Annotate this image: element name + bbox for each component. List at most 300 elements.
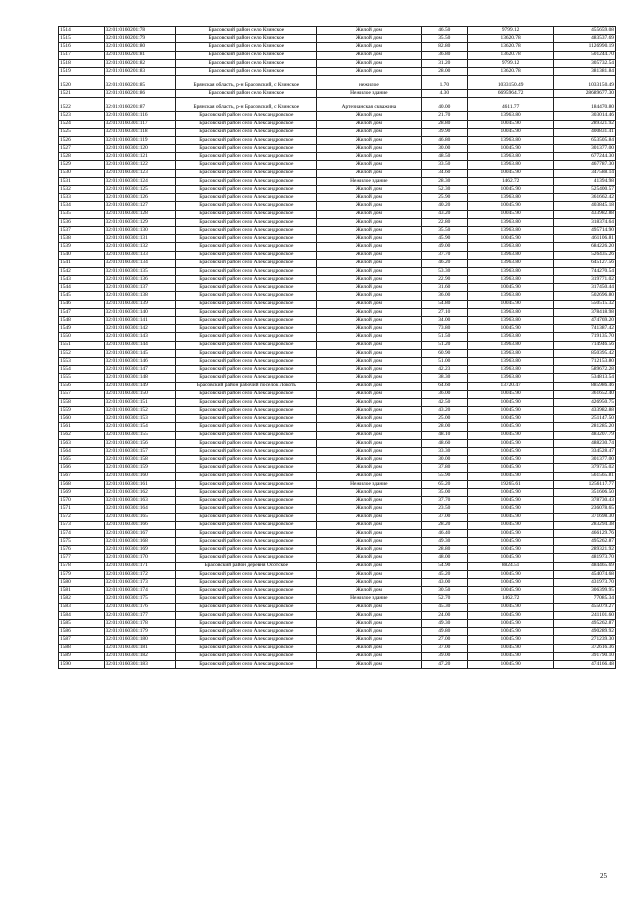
object-type-cell: Жилой дом xyxy=(317,67,421,75)
cadastral-value-cell: 361652.40 xyxy=(554,390,616,398)
row-number-cell: 1527 xyxy=(59,145,105,153)
area-cell: 25.00 xyxy=(421,415,468,423)
area-cell: 27.10 xyxy=(421,308,468,316)
cadastral-value-cell: 467787.30 xyxy=(554,161,616,169)
rate-cell: 13963.80 xyxy=(468,357,554,365)
address-cell: Брасовский район село Александровское xyxy=(176,464,317,472)
object-type-cell: Жилой дом xyxy=(317,59,421,67)
table-row xyxy=(59,317,616,325)
object-type-cell: Жилой дом xyxy=(317,538,421,546)
address-cell: Брасовский район село Александровское xyxy=(176,235,317,243)
row-number-cell: 1558 xyxy=(59,398,105,406)
table-row xyxy=(59,308,616,316)
page-number: 25 xyxy=(600,872,607,880)
cadastral-value-cell: 484465.69 xyxy=(554,562,616,570)
address-cell: Брасовский район село Александровское xyxy=(176,145,317,153)
table-row xyxy=(59,628,616,636)
address-cell: Брасовский район село Александровское xyxy=(176,644,317,652)
area-cell: 43.00 xyxy=(421,579,468,587)
object-type-cell: Жилой дом xyxy=(317,341,421,349)
object-type-cell: Жилой дом xyxy=(317,562,421,570)
area-cell: 37.00 xyxy=(421,513,468,521)
cadastral-value-cell: 381381.84 xyxy=(554,67,616,75)
cadastral-number-cell: 32:01:0160301:137 xyxy=(104,284,176,292)
rate-cell: 10045.90 xyxy=(468,448,554,456)
address-cell: Брасовский район село Александровское xyxy=(176,341,317,349)
rate-cell: 10045.90 xyxy=(468,619,554,627)
area-cell: 40.00 xyxy=(421,98,468,112)
object-type-cell: Жилой дом xyxy=(317,51,421,59)
row-number-cell: 1557 xyxy=(59,390,105,398)
address-cell: Брасовский район село Кзинское xyxy=(176,43,317,51)
cadastral-value-cell: 372616.36 xyxy=(554,644,616,652)
cadastral-number-cell: 32:01:0160301:180 xyxy=(104,636,176,644)
table-row xyxy=(59,43,616,51)
object-type-cell: Жилой дом xyxy=(317,357,421,365)
register-table-body xyxy=(59,27,616,669)
cadastral-number-cell: 32:01:0160301:132 xyxy=(104,243,176,251)
cadastral-value-cell: 455079.27 xyxy=(554,603,616,611)
object-type-cell: Жилой дом xyxy=(317,292,421,300)
cadastral-value-cell: 488230.74 xyxy=(554,439,616,447)
row-number-cell: 1534 xyxy=(59,202,105,210)
rate-cell: 10045.90 xyxy=(468,398,554,406)
cadastral-value-cell: 361662.42 xyxy=(554,194,616,202)
row-number-cell: 1519 xyxy=(59,67,105,75)
address-cell: Брасовский район село Александровское xyxy=(176,415,317,423)
address-cell: Брасовский район село Александровское xyxy=(176,398,317,406)
address-cell: Брасовский район село Александровское xyxy=(176,611,317,619)
cadastral-value-cell: 502696.80 xyxy=(554,292,616,300)
address-cell: Брасовский район село Александровское xyxy=(176,513,317,521)
table-row xyxy=(59,210,616,218)
object-type-cell: Жилой дом xyxy=(317,161,421,169)
area-cell: 46.20 xyxy=(421,259,468,267)
cadastral-value-cell: 1256117.77 xyxy=(554,480,616,488)
table-row xyxy=(59,169,616,177)
row-number-cell: 1584 xyxy=(59,611,105,619)
address-cell: Брасовский район село Александровское xyxy=(176,570,317,578)
rate-cell: 13963.80 xyxy=(468,218,554,226)
object-type-cell: Жилой дом xyxy=(317,660,421,668)
cadastral-value-cell: 41394.98 xyxy=(554,177,616,185)
table-row xyxy=(59,464,616,472)
area-cell: 28.00 xyxy=(421,423,468,431)
cadastral-value-cell: 319771.02 xyxy=(554,276,616,284)
object-type-cell: Жилой дом xyxy=(317,398,421,406)
cadastral-value-cell: 371698.30 xyxy=(554,513,616,521)
cadastral-value-cell: 495714.90 xyxy=(554,226,616,234)
row-number-cell: 1586 xyxy=(59,628,105,636)
area-cell: 48.10 xyxy=(421,431,468,439)
cadastral-number-cell: 32:01:0160201:78 xyxy=(104,27,176,35)
row-number-cell: 1522 xyxy=(59,98,105,112)
address-cell: Брасовский район село Александровское xyxy=(176,136,317,144)
cadastral-value-cell: 741387.42 xyxy=(554,325,616,333)
rate-cell: 10045.90 xyxy=(468,300,554,308)
table-row xyxy=(59,186,616,194)
cadastral-value-cell: 281285.20 xyxy=(554,423,616,431)
rate-cell: 10045.90 xyxy=(468,488,554,496)
area-cell: 45.30 xyxy=(421,603,468,611)
row-number-cell: 1574 xyxy=(59,529,105,537)
cadastral-value-cell: 645127.56 xyxy=(554,259,616,267)
rate-cell: 13620.78 xyxy=(468,51,554,59)
row-number-cell: 1515 xyxy=(59,35,105,43)
table-row xyxy=(59,145,616,153)
cadastral-value-cell: 317450.44 xyxy=(554,284,616,292)
address-cell: Брасовский район село Александровское xyxy=(176,243,317,251)
row-number-cell: 1545 xyxy=(59,292,105,300)
cadastral-number-cell: 32:01:0160201:85 xyxy=(104,76,176,90)
cadastral-number-cell: 32:01:0160301:175 xyxy=(104,595,176,603)
rate-cell: 10045.90 xyxy=(468,145,554,153)
object-type-cell: Жилой дом xyxy=(317,218,421,226)
rate-cell: 10045.90 xyxy=(468,407,554,415)
cadastral-value-cell: 334528.47 xyxy=(554,448,616,456)
address-cell: Брасовский район рабочий поселок Локоть xyxy=(176,382,317,390)
row-number-cell: 1531 xyxy=(59,177,105,185)
table-row xyxy=(59,267,616,275)
area-cell: 42.23 xyxy=(421,366,468,374)
cadastral-number-cell: 32:01:0160301:159 xyxy=(104,464,176,472)
row-number-cell: 1578 xyxy=(59,562,105,570)
object-type-cell: Нежилое здание xyxy=(317,90,421,98)
address-cell: Брасовский район село Александровское xyxy=(176,554,317,562)
cadastral-value-cell: 1033150.49 xyxy=(554,76,616,90)
object-type-cell: Жилой дом xyxy=(317,521,421,529)
cadastral-value-cell: 303014.46 xyxy=(554,112,616,120)
cadastral-value-cell: 391790.10 xyxy=(554,652,616,660)
area-cell: 37.00 xyxy=(421,644,468,652)
rate-cell: 1462.72 xyxy=(468,177,554,185)
area-cell: 37.70 xyxy=(421,251,468,259)
rate-cell: 13963.80 xyxy=(468,226,554,234)
rate-cell: 10045.90 xyxy=(468,456,554,464)
address-cell: Брасовский район село Александровское xyxy=(176,317,317,325)
object-type-cell: нежилое xyxy=(317,76,421,90)
cadastral-value-cell: 490289.92 xyxy=(554,628,616,636)
rate-cell: 10045.90 xyxy=(468,472,554,480)
object-type-cell: Жилой дом xyxy=(317,259,421,267)
row-number-cell: 1589 xyxy=(59,652,105,660)
address-cell: Брасовский район село Кзинское xyxy=(176,67,317,75)
rate-cell: 10045.90 xyxy=(468,497,554,505)
area-cell: 49.30 xyxy=(421,538,468,546)
cadastral-number-cell: 32:01:0160301:143 xyxy=(104,333,176,341)
row-number-cell: 1533 xyxy=(59,194,105,202)
table-row xyxy=(59,456,616,464)
address-cell: Брасовский район село Александровское xyxy=(176,480,317,488)
rate-cell: 10045.90 xyxy=(468,521,554,529)
address-cell: Брасовский район село Александровское xyxy=(176,636,317,644)
object-type-cell: Жилой дом xyxy=(317,628,421,636)
cadastral-value-cell: 379735.02 xyxy=(554,464,616,472)
object-type-cell: Жилой дом xyxy=(317,374,421,382)
row-number-cell: 1582 xyxy=(59,595,105,603)
cadastral-number-cell: 32:01:0160201:87 xyxy=(104,98,176,112)
row-number-cell: 1567 xyxy=(59,472,105,480)
area-cell: 25.90 xyxy=(421,194,468,202)
row-number-cell: 1538 xyxy=(59,235,105,243)
row-number-cell: 1549 xyxy=(59,325,105,333)
address-cell: Брасовский район село Александровское xyxy=(176,202,317,210)
cadastral-number-cell: 32:01:0160201:83 xyxy=(104,67,176,75)
area-cell: 34.60 xyxy=(421,169,468,177)
area-cell: 49.00 xyxy=(421,243,468,251)
object-type-cell: Жилой дом xyxy=(317,464,421,472)
area-cell: 31.20 xyxy=(421,59,468,67)
row-number-cell: 1580 xyxy=(59,579,105,587)
rate-cell: 1033150.49 xyxy=(468,76,554,90)
table-row xyxy=(59,513,616,521)
object-type-cell: Жилой дом xyxy=(317,120,421,128)
object-type-cell: Жилой дом xyxy=(317,439,421,447)
cadastral-value-cell: 534813.54 xyxy=(554,374,616,382)
address-cell: Брасовский район село Александровское xyxy=(176,660,317,668)
cadastral-value-cell: 236078.65 xyxy=(554,505,616,513)
table-row xyxy=(59,300,616,308)
area-cell: 1.70 xyxy=(421,76,468,90)
cadastral-value-cell: 289321.92 xyxy=(554,120,616,128)
table-row xyxy=(59,202,616,210)
cadastral-number-cell: 32:01:0160301:171 xyxy=(104,562,176,570)
rate-cell: 9799.12 xyxy=(468,59,554,67)
table-row xyxy=(59,603,616,611)
address-cell: Брасовский район село Александровское xyxy=(176,619,317,627)
address-cell: Брасовский район село Александровское xyxy=(176,546,317,554)
rate-cell: 13963.80 xyxy=(468,317,554,325)
cadastral-value-cell: 653505.84 xyxy=(554,136,616,144)
cadastral-number-cell: 32:01:0160301:169 xyxy=(104,546,176,554)
object-type-cell: Жилой дом xyxy=(317,194,421,202)
area-cell: 30.50 xyxy=(421,587,468,595)
cadastral-value-cell: 525400.57 xyxy=(554,186,616,194)
address-cell: Брасовский район село Александровское xyxy=(176,538,317,546)
address-cell: Брасовский район село Александровское xyxy=(176,374,317,382)
row-number-cell: 1540 xyxy=(59,251,105,259)
address-cell: Брасовский район село Александровское xyxy=(176,267,317,275)
rate-cell: 10045.90 xyxy=(468,505,554,513)
rate-cell: 10045.90 xyxy=(468,546,554,554)
table-row xyxy=(59,644,616,652)
area-cell: 46.40 xyxy=(421,529,468,537)
object-type-cell: Жилой дом xyxy=(317,235,421,243)
table-row xyxy=(59,439,616,447)
cadastral-number-cell: 32:01:0160301:144 xyxy=(104,341,176,349)
table-row xyxy=(59,177,616,185)
cadastral-value-cell: 431973.70 xyxy=(554,579,616,587)
rate-cell: 13963.80 xyxy=(468,243,554,251)
table-row xyxy=(59,98,616,112)
area-cell: 49.30 xyxy=(421,619,468,627)
object-type-cell: Жилой дом xyxy=(317,333,421,341)
cadastral-value-cell: 77085.34 xyxy=(554,595,616,603)
address-cell: Брасовский район село Александровское xyxy=(176,595,317,603)
table-row xyxy=(59,357,616,365)
rate-cell: 10045.90 xyxy=(468,423,554,431)
table-row xyxy=(59,120,616,128)
row-number-cell: 1590 xyxy=(59,660,105,668)
address-cell: Брасовский район село Кзинское xyxy=(176,59,317,67)
address-cell: Брасовский район село Александровское xyxy=(176,456,317,464)
cadastral-number-cell: 32:01:0160301:173 xyxy=(104,579,176,587)
address-cell: Брасовский район село Александровское xyxy=(176,218,317,226)
cadastral-number-cell: 32:01:0160301:179 xyxy=(104,628,176,636)
cadastral-number-cell: 32:01:0160301:162 xyxy=(104,488,176,496)
area-cell: 31.60 xyxy=(421,284,468,292)
area-cell: 28.80 xyxy=(421,546,468,554)
table-row xyxy=(59,226,616,234)
cadastral-value-cell: 495262.87 xyxy=(554,538,616,546)
cadastral-value-cell: 483207.79 xyxy=(554,431,616,439)
area-cell: 28.30 xyxy=(421,177,468,185)
address-cell: Брасовский район село Александровское xyxy=(176,128,317,136)
object-type-cell: Жилой дом xyxy=(317,488,421,496)
row-number-cell: 1566 xyxy=(59,464,105,472)
row-number-cell: 1548 xyxy=(59,317,105,325)
area-cell: 34.00 xyxy=(421,317,468,325)
table-row xyxy=(59,218,616,226)
object-type-cell: Жилой дом xyxy=(317,456,421,464)
cadastral-value-cell: 495262.87 xyxy=(554,619,616,627)
cadastral-number-cell: 32:01:0160301:118 xyxy=(104,128,176,136)
table-row xyxy=(59,488,616,496)
address-cell: Брасовский район село Александровское xyxy=(176,488,317,496)
table-row xyxy=(59,570,616,578)
area-cell: 48.60 xyxy=(421,439,468,447)
table-row xyxy=(59,587,616,595)
cadastral-number-cell: 32:01:0160301:141 xyxy=(104,317,176,325)
cadastral-value-cell: 481973.70 xyxy=(554,554,616,562)
row-number-cell: 1573 xyxy=(59,521,105,529)
cadastral-number-cell: 32:01:0160301:166 xyxy=(104,521,176,529)
address-cell: Брасовский район село Александровское xyxy=(176,177,317,185)
object-type-cell: Нежилое здание xyxy=(317,177,421,185)
cadastral-value-cell: 474769.20 xyxy=(554,317,616,325)
rate-cell: 13720.47 xyxy=(468,382,554,390)
cadastral-number-cell: 32:01:0160301:129 xyxy=(104,218,176,226)
object-type-cell: Жилой дом xyxy=(317,390,421,398)
cadastral-number-cell: 32:01:0160301:168 xyxy=(104,538,176,546)
rate-cell: 10045.90 xyxy=(468,431,554,439)
rate-cell: 10045.90 xyxy=(468,439,554,447)
row-number-cell: 1526 xyxy=(59,136,105,144)
row-number-cell: 1568 xyxy=(59,480,105,488)
address-cell: Брасовский район село Александровское xyxy=(176,448,317,456)
cadastral-number-cell: 32:01:0160301:153 xyxy=(104,415,176,423)
address-cell: Брасовский район село Кзинское xyxy=(176,51,317,59)
table-row xyxy=(59,51,616,59)
area-cell: 48.00 xyxy=(421,554,468,562)
cadastral-value-cell: 561565.81 xyxy=(554,472,616,480)
cadastral-number-cell: 32:01:0160301:157 xyxy=(104,448,176,456)
object-type-cell: Жилой дом xyxy=(317,407,421,415)
row-number-cell: 1553 xyxy=(59,357,105,365)
address-cell: Брасовский район село Александровское xyxy=(176,366,317,374)
object-type-cell: Жилой дом xyxy=(317,497,421,505)
address-cell: Брасовский район село Александровское xyxy=(176,161,317,169)
row-number-cell: 1529 xyxy=(59,161,105,169)
table-row xyxy=(59,333,616,341)
object-type-cell: Жилой дом xyxy=(317,603,421,611)
rate-cell: 13963.80 xyxy=(468,251,554,259)
cadastral-number-cell: 32:01:0160301:151 xyxy=(104,398,176,406)
row-number-cell: 1560 xyxy=(59,415,105,423)
object-type-cell: Жилой дом xyxy=(317,325,421,333)
object-type-cell: Жилой дом xyxy=(317,423,421,431)
table-row xyxy=(59,538,616,546)
object-type-cell: Жилой дом xyxy=(317,27,421,35)
rate-cell: 10045.90 xyxy=(468,652,554,660)
cadastral-number-cell: 32:01:0160301:120 xyxy=(104,145,176,153)
row-number-cell: 1532 xyxy=(59,186,105,194)
object-type-cell: Жилой дом xyxy=(317,382,421,390)
address-cell: Брасовский район село Александровское xyxy=(176,603,317,611)
address-cell: Брасовский район село Александровское xyxy=(176,169,317,177)
row-number-cell: 1518 xyxy=(59,59,105,67)
cadastral-number-cell: 32:01:0160201:82 xyxy=(104,59,176,67)
row-number-cell: 1523 xyxy=(59,112,105,120)
row-number-cell: 1561 xyxy=(59,423,105,431)
cadastral-number-cell: 32:01:0160301:140 xyxy=(104,308,176,316)
area-cell: 52.70 xyxy=(421,595,468,603)
cadastral-value-cell: 714946.56 xyxy=(554,341,616,349)
object-type-cell: Жилой дом xyxy=(317,112,421,120)
object-type-cell: Жилой дом xyxy=(317,251,421,259)
cadastral-number-cell: 32:01:0160201:86 xyxy=(104,90,176,98)
object-type-cell: Жилой дом xyxy=(317,202,421,210)
rate-cell: 13963.80 xyxy=(468,366,554,374)
area-cell: 45.90 xyxy=(421,235,468,243)
rate-cell: 13963.80 xyxy=(468,194,554,202)
cadastral-number-cell: 32:01:0160301:160 xyxy=(104,472,176,480)
area-cell: 22.90 xyxy=(421,276,468,284)
cadastral-number-cell: 32:01:0160301:145 xyxy=(104,349,176,357)
address-cell: Брасовский район село Александровское xyxy=(176,325,317,333)
table-row xyxy=(59,660,616,668)
address-cell: Брасовский район село Александровское xyxy=(176,579,317,587)
row-number-cell: 1547 xyxy=(59,308,105,316)
address-cell: Брасовский район село Александровское xyxy=(176,120,317,128)
area-cell: 36.80 xyxy=(421,51,468,59)
cadastral-number-cell: 32:01:0160301:167 xyxy=(104,529,176,537)
cadastral-value-cell: 306399.95 xyxy=(554,587,616,595)
address-cell: Брасовский район село Александровское xyxy=(176,186,317,194)
cadastral-number-cell: 32:01:0160301:126 xyxy=(104,194,176,202)
row-number-cell: 1525 xyxy=(59,128,105,136)
table-row xyxy=(59,611,616,619)
cadastral-value-cell: 184470.80 xyxy=(554,98,616,112)
row-number-cell: 1550 xyxy=(59,333,105,341)
row-number-cell: 1576 xyxy=(59,546,105,554)
row-number-cell: 1537 xyxy=(59,226,105,234)
table-row xyxy=(59,67,616,75)
area-cell: 27.00 xyxy=(421,636,468,644)
cadastral-number-cell: 32:01:0160301:165 xyxy=(104,513,176,521)
table-row xyxy=(59,243,616,251)
cadastral-number-cell: 32:01:0160301:117 xyxy=(104,120,176,128)
cadastral-number-cell: 32:01:0160201:80 xyxy=(104,43,176,51)
address-cell: Брасовский район село Александровское xyxy=(176,407,317,415)
cadastral-value-cell: 305732.54 xyxy=(554,59,616,67)
cadastral-value-cell: 589672.28 xyxy=(554,366,616,374)
address-cell: Брасовский район село Александровское xyxy=(176,226,317,234)
table-row xyxy=(59,423,616,431)
address-cell: Брасовский район село Кзинское xyxy=(176,35,317,43)
address-cell: Брасовский район село Кзинское xyxy=(176,27,317,35)
rate-cell: 19265.61 xyxy=(468,480,554,488)
